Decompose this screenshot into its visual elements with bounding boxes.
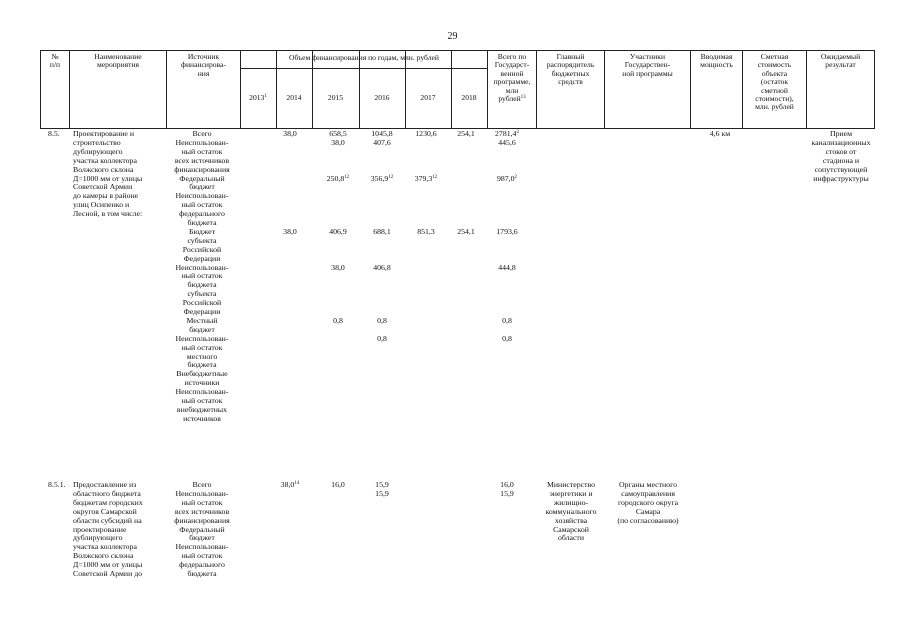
col-header-year-2015: 2015 [327, 93, 344, 102]
col-header-volume: Объем финансирования по годам, млн. рублей [289, 53, 439, 62]
item-8-5-v2016-4: 688,1 [373, 226, 391, 236]
item-8-5-name: Проектирование и строительство дублирующего участка коллектора Волжского склона Д=1000 мм от улицы Советской Армии до камеры в районе улиц Осипенко и Лесной, в том числе: [73, 129, 143, 219]
item-8-5-1-total-0: 16,0 [500, 480, 514, 489]
item-8-5-v2016-5: 406,8 [373, 262, 391, 272]
item-8-5-v2015-4: 406,9 [329, 226, 347, 236]
item-8-5-source-4: Бюджет субъекта Российской Федерации [182, 226, 222, 263]
col-header-cost: Сметная стоимость объекта (остаток сметной стоимости), млн. рублей [755, 52, 794, 112]
item-8-5-1-v2015-0: 16,0 [331, 480, 345, 489]
item-8-5-v2015-1: 38,0 [331, 137, 345, 147]
item-8-5-1-v2016-1: 15,9 [375, 488, 389, 498]
page-number: 29 [447, 31, 458, 42]
item-8-5-source-2: Федеральный бюджет [179, 173, 225, 192]
item-8-5-total-7: 0,8 [502, 333, 512, 343]
item-8-5-1-name: Предоставление из областного бюджета бюджетам городских округов Самарской области субсидий на проектирование дублирующего участка коллектора Волжского склона Д=1000 мм от улицы Советской Армии до [73, 480, 143, 579]
item-8-5-v2015-5: 38,0 [331, 262, 345, 272]
item-8-5-v2017-0: 1230,6 [415, 129, 437, 138]
col-header-source: Источник финансирова- ния [181, 52, 226, 78]
item-8-5-v2016-7: 0,8 [377, 333, 387, 343]
header-column-rule [874, 50, 875, 129]
item-8-5-v2018-0: 254,1 [457, 129, 475, 138]
item-8-5-v2016-2: 356,9$^{12}$ [370, 173, 394, 183]
col-header-year-2016: 2016 [374, 93, 390, 102]
item-8-5-v2016-6: 0,8 [377, 315, 387, 325]
item-8-5-1-participants: Органы местного самоуправления городского округа Самара (по согласованию) [617, 480, 679, 525]
item-8-5-1-total-1: 15,9 [500, 488, 514, 498]
item-8-5-v2016-1: 407,6 [373, 137, 391, 147]
item-8-5-total-4: 1793,6 [496, 226, 518, 236]
col-header-num: № п/п [49, 52, 61, 70]
item-8-5-source-8: Внебюджетные источники [176, 369, 228, 388]
item-8-5-1-source-1: Неиспользован- ный остаток всех источников финансирования [174, 488, 230, 525]
item-8-5-result: Прием канализационных стоков от стадиона и сопутствующей инфраструктуры [811, 129, 871, 183]
col-header-result: Ожидаемый результат [820, 52, 861, 70]
item-8-5-total-6: 0,8 [502, 315, 512, 325]
col-header-name: Наименование мероприятия [94, 52, 142, 70]
item-8-5-1-v2014-0: 38,0$^{14}$ [280, 480, 300, 489]
col-header-year-2014: 2014 [286, 93, 302, 102]
item-8-5-1-chief: Министерство энергетики и жилищно- коммунального хозяйства Самарской области [545, 480, 597, 543]
item-8-5-source-5: Неиспользован- ный остаток бюджета субъекта Российской Федерации [175, 262, 229, 317]
item-8-5-v2015-2: 250,8$^{12}$ [326, 173, 350, 183]
item-8-5-v2016-0: 1045,8 [371, 129, 393, 138]
item-8-5-1-v2016-0: 15,9 [375, 480, 389, 489]
col-header-total: Всего по Государст- венной программе, млн рублей$^{13}$ [493, 52, 531, 104]
item-8-5-1-source-0: Всего [192, 480, 212, 489]
item-8-5-total-0: 2781,4$^2$ [495, 129, 519, 138]
item-8-5-total-5: 444,8 [498, 262, 516, 272]
item-8-5-total-1: 445,6 [498, 137, 516, 147]
col-header-year-2018: 2018 [461, 93, 477, 102]
col-header-year-2017: 2017 [420, 93, 436, 102]
item-8-5-source-6: Местный бюджет [186, 315, 218, 334]
col-header-capacity: Вводимая мощность [700, 52, 733, 70]
item-8-5-v2017-4: 851,3 [417, 226, 435, 236]
item-8-5-total-2: 987,0$^2$ [496, 173, 518, 183]
item-8-5-source-7: Неиспользован- ный остаток местного бюджета [175, 333, 229, 370]
item-8-5-v2017-2: 379,3$^{12}$ [414, 173, 438, 183]
item-8-5-v2015-0: 658,5 [329, 129, 347, 138]
col-header-chief: Главный распорядитель бюджетных средств [546, 52, 595, 87]
item-8-5-1-num: 8.5.1. [48, 480, 66, 489]
item-8-5-source-1: Неиспользован- ный остаток всех источников финансирования [174, 137, 230, 174]
item-8-5-v2018-4: 254,1 [457, 226, 475, 236]
item-8-5-source-9: Неиспользован- ный остаток внебюджетных источников [175, 387, 229, 423]
item-8-5-source-0: Всего [192, 129, 212, 138]
item-8-5-v2014-0: 38,0 [283, 129, 297, 138]
years-sub-rule [240, 68, 487, 69]
col-header-year-2013: 2013$^1$ [249, 93, 267, 102]
col-header-participants: Участники Государствен- ной программы [622, 52, 673, 78]
item-8-5-v2014-4: 38,0 [283, 226, 297, 236]
item-8-5-source-3: Неиспользован- ный остаток федерального бюджета [175, 191, 229, 228]
item-8-5-v2015-6: 0,8 [333, 315, 343, 325]
item-8-5-num: 8.5. [48, 129, 60, 138]
item-8-5-capacity: 4,6 км [709, 129, 731, 138]
item-8-5-1-source-2: Федеральный бюджет [179, 524, 225, 543]
item-8-5-1-source-3: Неиспользован- ный остаток федерального бюджета [175, 542, 229, 579]
